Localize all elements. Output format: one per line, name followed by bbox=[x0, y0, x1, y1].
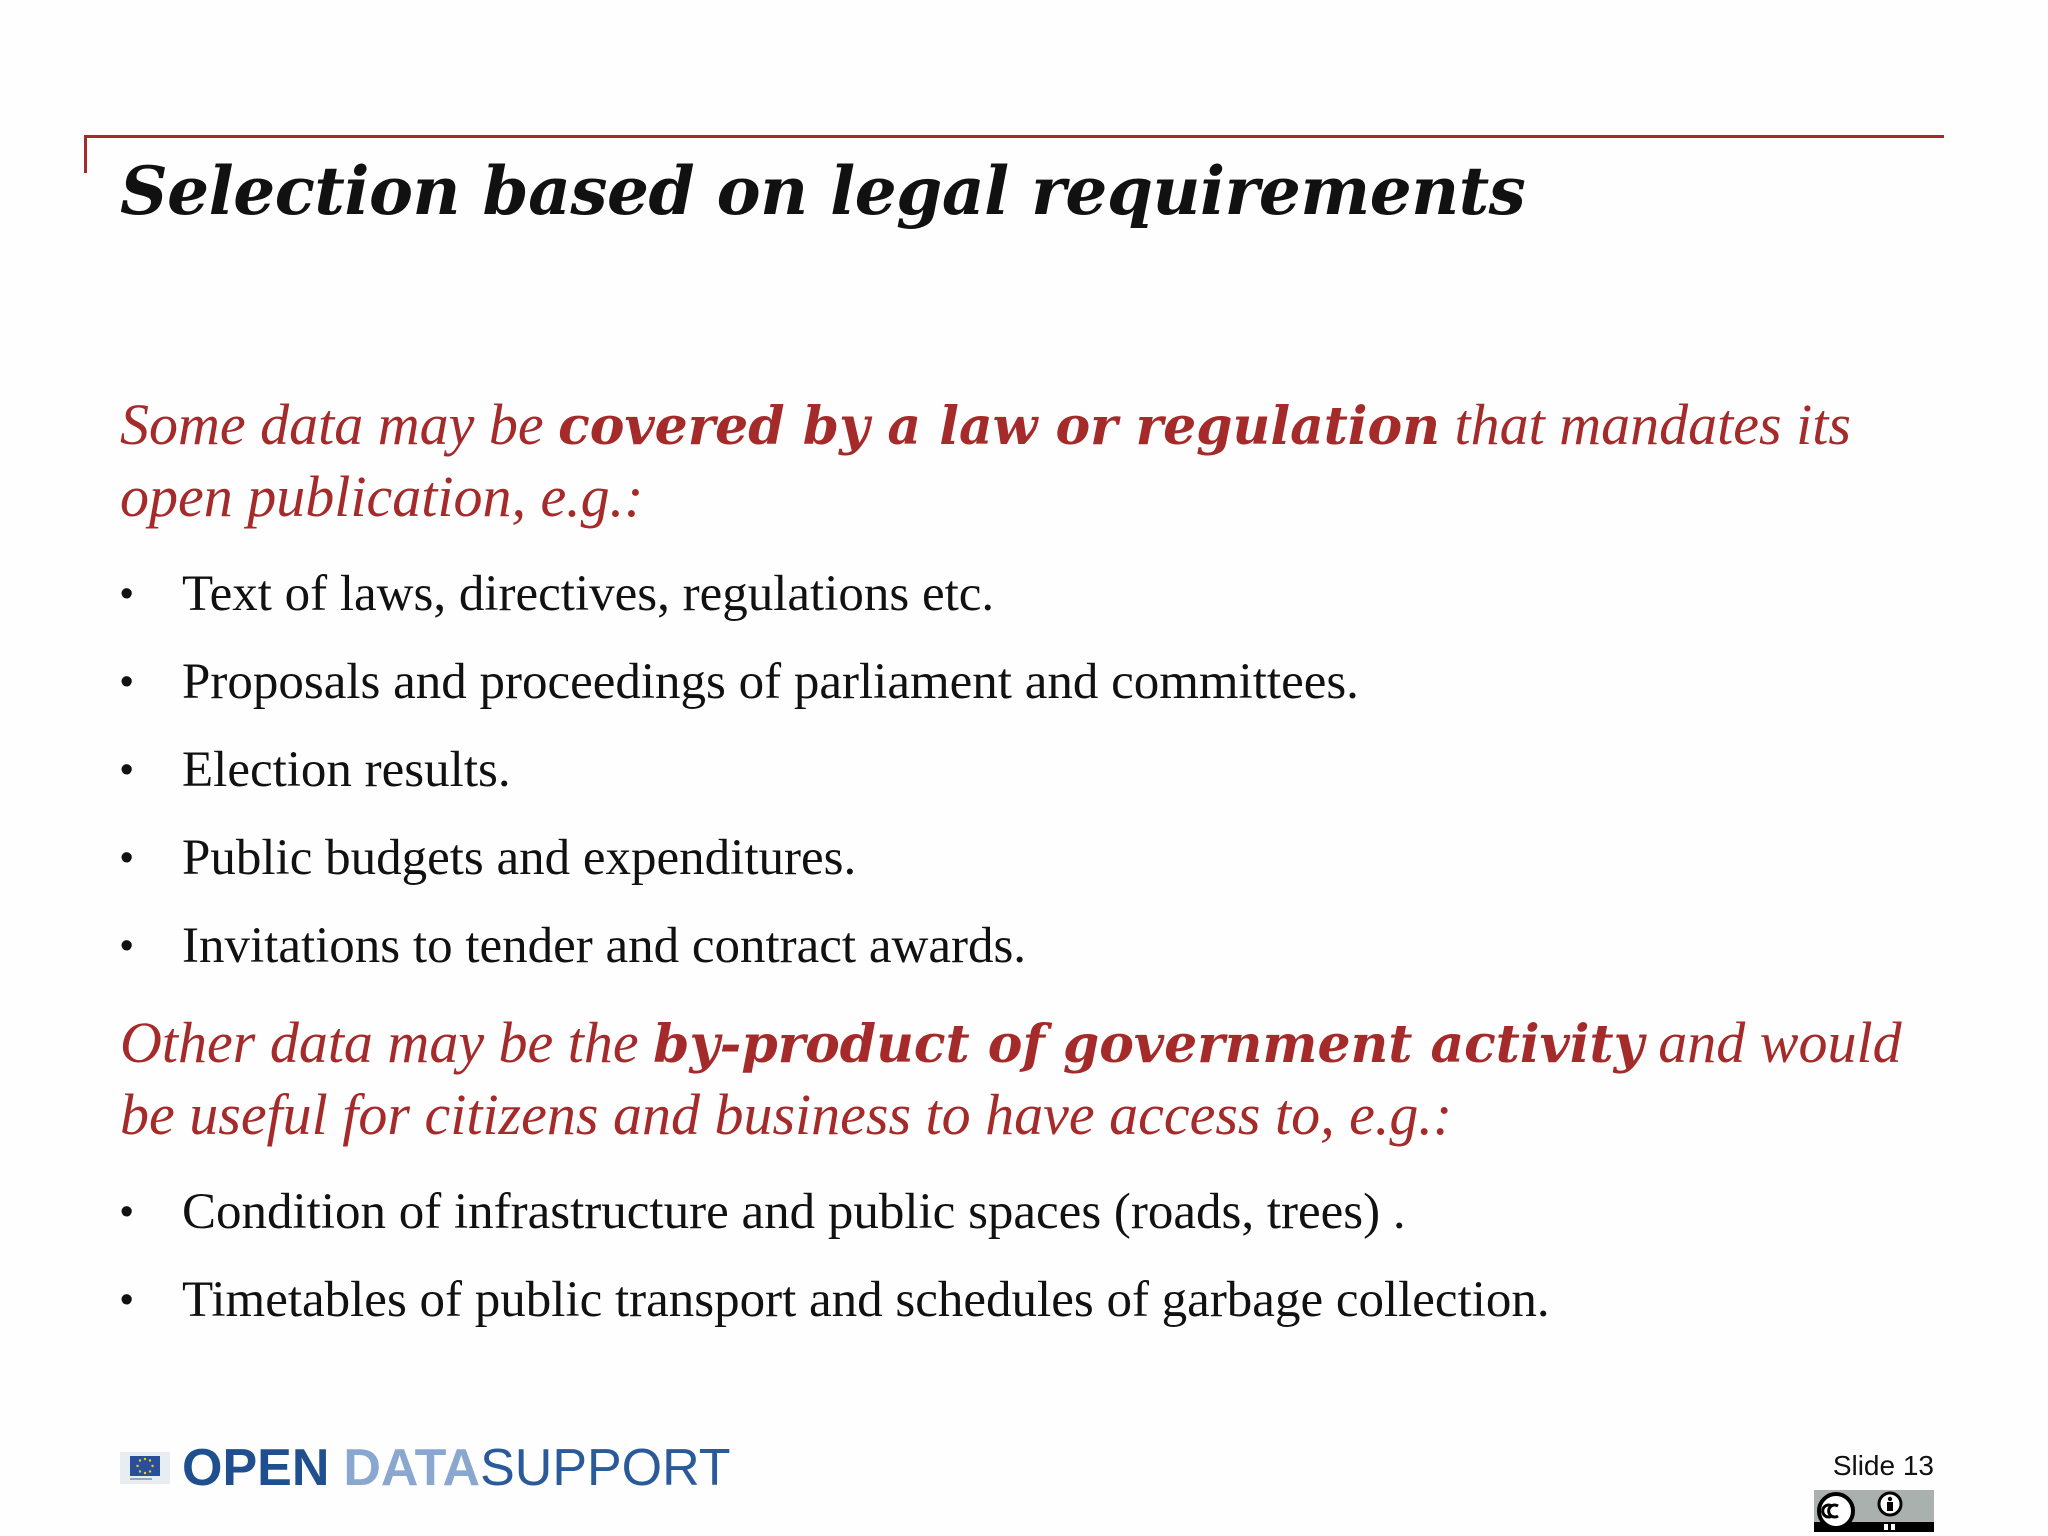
intro-byproduct-bold: by-product of government activity bbox=[653, 1014, 1644, 1075]
list-item bbox=[120, 550, 1940, 638]
intro-legal-bold: covered by a law or regulation bbox=[558, 396, 1441, 457]
bullet-icon: • bbox=[120, 1191, 134, 1233]
eu-flag-icon bbox=[120, 1452, 170, 1484]
legal-examples-list bbox=[120, 550, 1940, 990]
slide-title: Selection based on legal requirements bbox=[120, 152, 1526, 230]
list-item bbox=[120, 638, 1940, 726]
logo-data: DATA bbox=[343, 1439, 481, 1497]
list-item-text: Timetables of public transport and schedules of garbage collection. bbox=[182, 1272, 1550, 1328]
bullet-icon: • bbox=[120, 1279, 134, 1321]
list-item bbox=[120, 902, 1940, 990]
bullet-icon: • bbox=[120, 925, 134, 967]
title-rule-horizontal bbox=[84, 135, 1944, 138]
byproduct-examples-list bbox=[120, 1168, 1940, 1344]
cc-by-icon bbox=[1814, 1490, 1934, 1532]
slide-number: Slide 13 bbox=[1832, 1450, 1934, 1481]
logo-open: OPEN bbox=[182, 1439, 330, 1497]
intro-legal-pre: Some data may be bbox=[120, 392, 559, 457]
intro-legal bbox=[120, 390, 1940, 532]
intro-byproduct-post: and would be useful for citizens and business to have access to, e.g.: bbox=[120, 1010, 1902, 1147]
list-item bbox=[120, 1168, 1940, 1256]
list-item-text: Invitations to tender and contract awards. bbox=[182, 918, 1027, 974]
intro-byproduct bbox=[120, 1008, 1940, 1150]
list-item-text: Public budgets and expenditures. bbox=[182, 830, 857, 886]
title-rule-vertical bbox=[84, 135, 87, 173]
list-item bbox=[120, 1256, 1940, 1344]
bullet-icon: • bbox=[120, 573, 134, 615]
list-item bbox=[120, 814, 1940, 902]
intro-legal-post: that mandates its open publication, e.g.: bbox=[120, 392, 1851, 529]
bullet-icon: • bbox=[120, 749, 134, 791]
logo-support: SUPPORT bbox=[480, 1439, 731, 1497]
open-data-support-logo bbox=[120, 1438, 731, 1498]
bullet-icon: • bbox=[120, 837, 134, 879]
logo-wordmark bbox=[182, 1438, 731, 1498]
list-item bbox=[120, 726, 1940, 814]
list-item-text: Text of laws, directives, regulations etc. bbox=[182, 566, 995, 622]
list-item-text: Election results. bbox=[182, 742, 511, 798]
intro-byproduct-pre: Other data may be the bbox=[120, 1010, 654, 1075]
list-item-text: Condition of infrastructure and public spaces (roads, trees) . bbox=[182, 1184, 1406, 1240]
list-item-text: Proposals and proceedings of parliament and committees. bbox=[182, 654, 1359, 710]
slide-content bbox=[120, 390, 1940, 1362]
bullet-icon: • bbox=[120, 661, 134, 703]
